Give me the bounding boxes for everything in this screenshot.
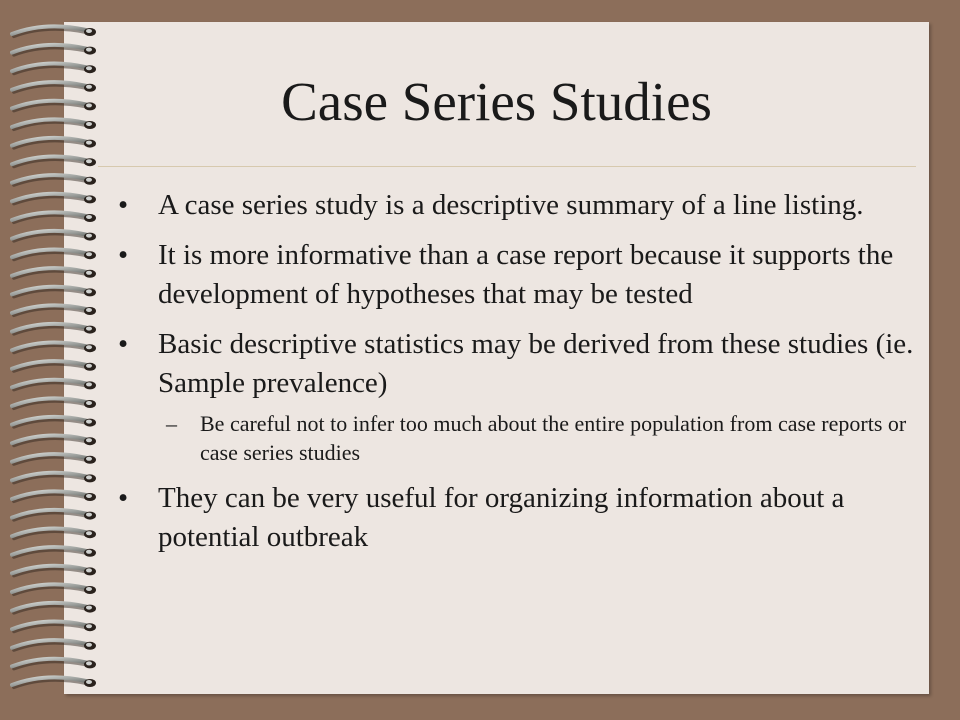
bullet-item bbox=[116, 479, 916, 557]
sub-bullet-text: Be careful not to infer too much about the entire population from case reports or case series studies bbox=[200, 411, 907, 465]
bullet-text: It is more informative than a case report because it supports the development of hypotheses that may be tested bbox=[158, 239, 894, 310]
binding-ring bbox=[12, 138, 96, 148]
binding-ring bbox=[12, 380, 96, 390]
binding-ring bbox=[12, 398, 96, 408]
binding-ring bbox=[12, 677, 96, 687]
bullet-marker: • bbox=[118, 189, 129, 221]
binding-ring bbox=[12, 231, 96, 241]
bullet-item bbox=[116, 236, 916, 314]
title-divider bbox=[98, 166, 916, 167]
bullet-text: Basic descriptive statistics may be derived from these studies (ie. Sample prevalence) bbox=[158, 328, 914, 399]
binding-ring bbox=[12, 640, 96, 650]
sub-bullet-item bbox=[158, 409, 916, 467]
bullet-text: They can be very useful for organizing information about a potential outbreak bbox=[158, 482, 845, 553]
binding-ring bbox=[12, 45, 96, 55]
binding-ring bbox=[12, 417, 96, 427]
binding-ring bbox=[12, 566, 96, 576]
binding-ring bbox=[12, 305, 96, 315]
binding-ring bbox=[12, 603, 96, 613]
binding-ring bbox=[12, 361, 96, 371]
binding-ring bbox=[12, 343, 96, 353]
bullet-marker: • bbox=[118, 482, 129, 514]
binding-ring bbox=[12, 194, 96, 204]
bullet-marker: • bbox=[118, 328, 129, 360]
binding-ring bbox=[12, 175, 96, 185]
bullet-list bbox=[116, 186, 916, 568]
binding-ring bbox=[12, 547, 96, 557]
binding-ring bbox=[12, 622, 96, 632]
binding-ring bbox=[12, 157, 96, 167]
binding-ring bbox=[12, 473, 96, 483]
binding-ring bbox=[12, 287, 96, 297]
slide-title: Case Series Studies bbox=[281, 71, 712, 132]
binding-ring bbox=[12, 324, 96, 334]
sub-bullet-marker: – bbox=[166, 411, 177, 436]
binding-ring bbox=[12, 212, 96, 222]
binding-ring bbox=[12, 584, 96, 594]
bullet-item bbox=[116, 325, 916, 467]
binding-ring bbox=[12, 26, 96, 36]
binding-ring bbox=[12, 529, 96, 539]
bullet-text: A case series study is a descriptive summary of a line listing. bbox=[158, 189, 864, 221]
bullet-marker: • bbox=[118, 239, 129, 271]
binding-ring bbox=[12, 436, 96, 446]
binding-ring bbox=[12, 510, 96, 520]
binding-ring bbox=[12, 659, 96, 669]
bullet-item bbox=[116, 186, 916, 225]
binding-ring bbox=[12, 454, 96, 464]
binding-ring bbox=[12, 268, 96, 278]
binding-ring bbox=[12, 491, 96, 501]
binding-ring bbox=[12, 250, 96, 260]
